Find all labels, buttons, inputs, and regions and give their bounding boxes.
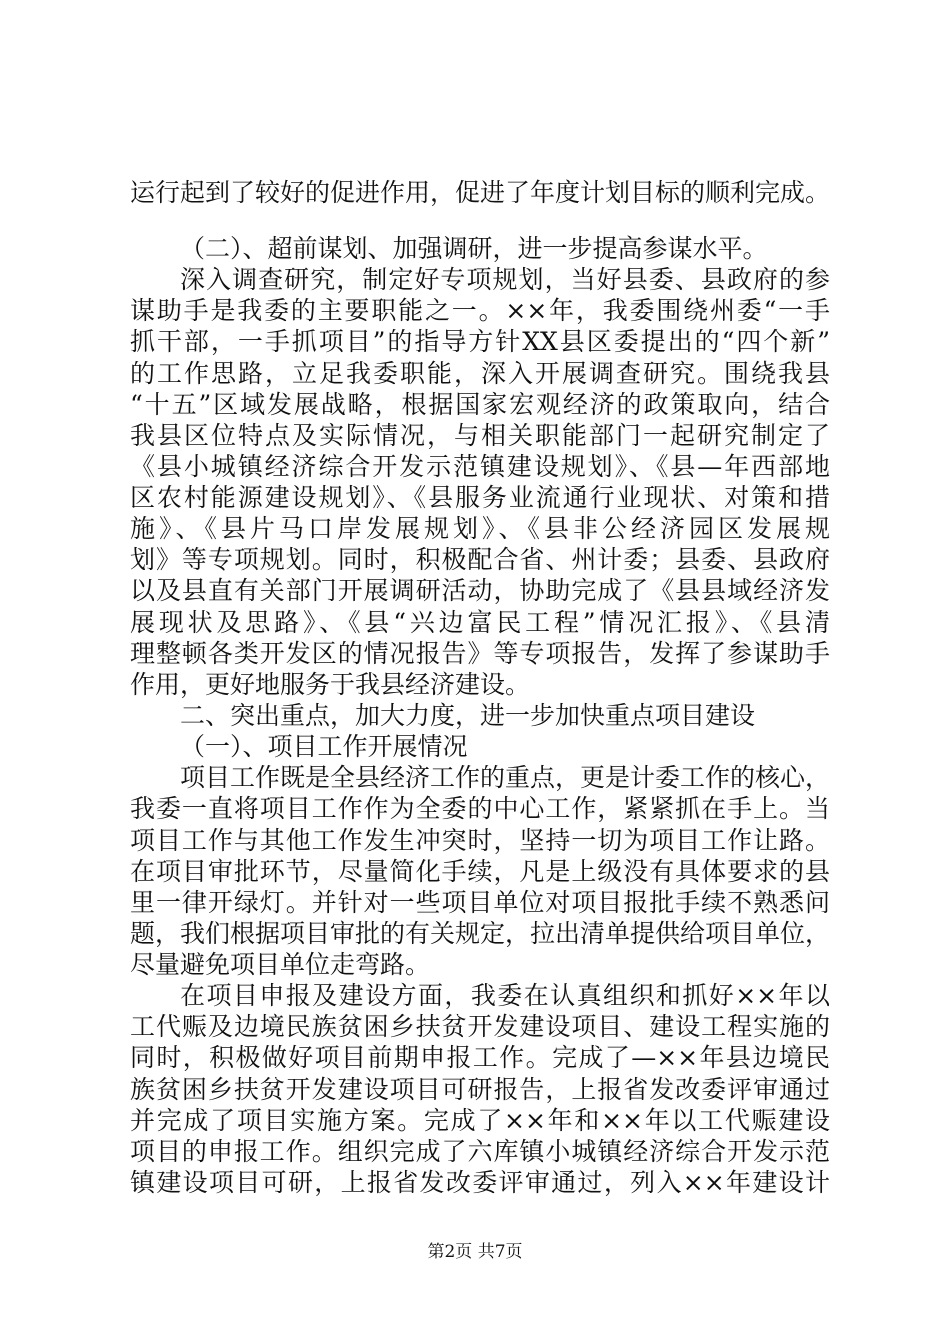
paragraph-line: 项目的申报工作。组织完成了六库镇小城镇经济综合开发示范 — [130, 1137, 830, 1166]
section-heading: 二、突出重点，加大力度，进一步加快重点项目建设 — [180, 701, 756, 730]
section-heading: （二）、超前谋划、加强调研，进一步提高参谋水平。 — [180, 234, 768, 263]
paragraph-line: 尽量避免项目单位走弯路。 — [130, 950, 431, 979]
paragraph-line: 划》等专项规划。同时，积极配合省、州计委；县委、县政府 — [130, 545, 830, 574]
paragraph-line: 我委一直将项目工作作为全委的中心工作，紧紧抓在手上。当 — [130, 794, 830, 823]
paragraph-line: 的工作思路，立足我委职能，深入开展调查研究。围绕我县 — [130, 359, 830, 388]
paragraph-line: 镇建设项目可研，上报省发改委评审通过，列入××年建设计 — [130, 1168, 830, 1197]
paragraph-line: 里一律开绿灯。并针对一些项目单位对项目报批手续不熟悉问 — [130, 888, 830, 917]
paragraph-line: 并完成了项目实施方案。完成了××年和××年以工代赈建设 — [130, 1106, 830, 1135]
paragraph-line: 工代赈及边境民族贫困乡扶贫开发建设项目、建设工程实施的 — [130, 1012, 830, 1041]
paragraph-line: 展现状及思路》、《县“兴边富民工程”情况汇报》、《县清 — [130, 608, 830, 637]
paragraph-line: 深入调查研究，制定好专项规划，当好县委、县政府的参 — [180, 265, 830, 294]
paragraph-line: 我县区位特点及实际情况，与相关职能部门一起研究制定了 — [130, 421, 830, 450]
paragraph-line: 施》、《县片马口岸发展规划》、《县非公经济园区发展规 — [130, 514, 830, 543]
paragraph-line: 以及县直有关部门开展调研活动，协助完成了《县县域经济发 — [130, 576, 830, 605]
paragraph-line: 《县小城镇经济综合开发示范镇建设规划》、《县—年西部地 — [130, 452, 830, 481]
paragraph-line: 抓干部，一手抓项目”的指导方针XX县区委提出的“四个新” — [130, 327, 830, 356]
paragraph-line: 谋助手是我委的主要职能之一。××年，我委围绕州委“一手 — [130, 296, 830, 325]
paragraph-line: 同时，积极做好项目前期申报工作。完成了—××年县边境民 — [130, 1043, 830, 1072]
paragraph-line: 作用，更好地服务于我县经济建设。 — [130, 670, 531, 699]
paragraph-line: 在项目申报及建设方面，我委在认真组织和抓好××年以 — [180, 981, 830, 1010]
paragraph-line: “十五”区域发展战略，根据国家宏观经济的政策取向，结合 — [130, 390, 830, 419]
paragraph-line: 族贫困乡扶贫开发建设项目可研报告，上报省发改委评审通过 — [130, 1075, 830, 1104]
paragraph-line: 项目工作既是全县经济工作的重点，更是计委工作的核心， — [180, 763, 830, 792]
paragraph-line: 在项目审批环节，尽量简化手续，凡是上级没有具体要求的县 — [130, 857, 830, 886]
paragraph-line: 项目工作与其他工作发生冲突时，坚持一切为项目工作让路。 — [130, 826, 830, 855]
paragraph-line: 运行起到了较好的促进作用，促进了年度计划目标的顺利完成。 — [130, 178, 830, 207]
paragraph-line: 理整顿各类开发区的情况报告》等专项报告，发挥了参谋助手 — [130, 639, 830, 668]
paragraph-line: 题，我们根据项目审批的有关规定，拉出清单提供给项目单位， — [130, 919, 830, 948]
page-number-footer: 第2页 共7页 — [427, 1242, 523, 1262]
section-heading: （一）、项目工作开展情况 — [180, 732, 468, 761]
paragraph-line: 区农村能源建设规划》、《县服务业流通行业现状、对策和措 — [130, 483, 830, 512]
